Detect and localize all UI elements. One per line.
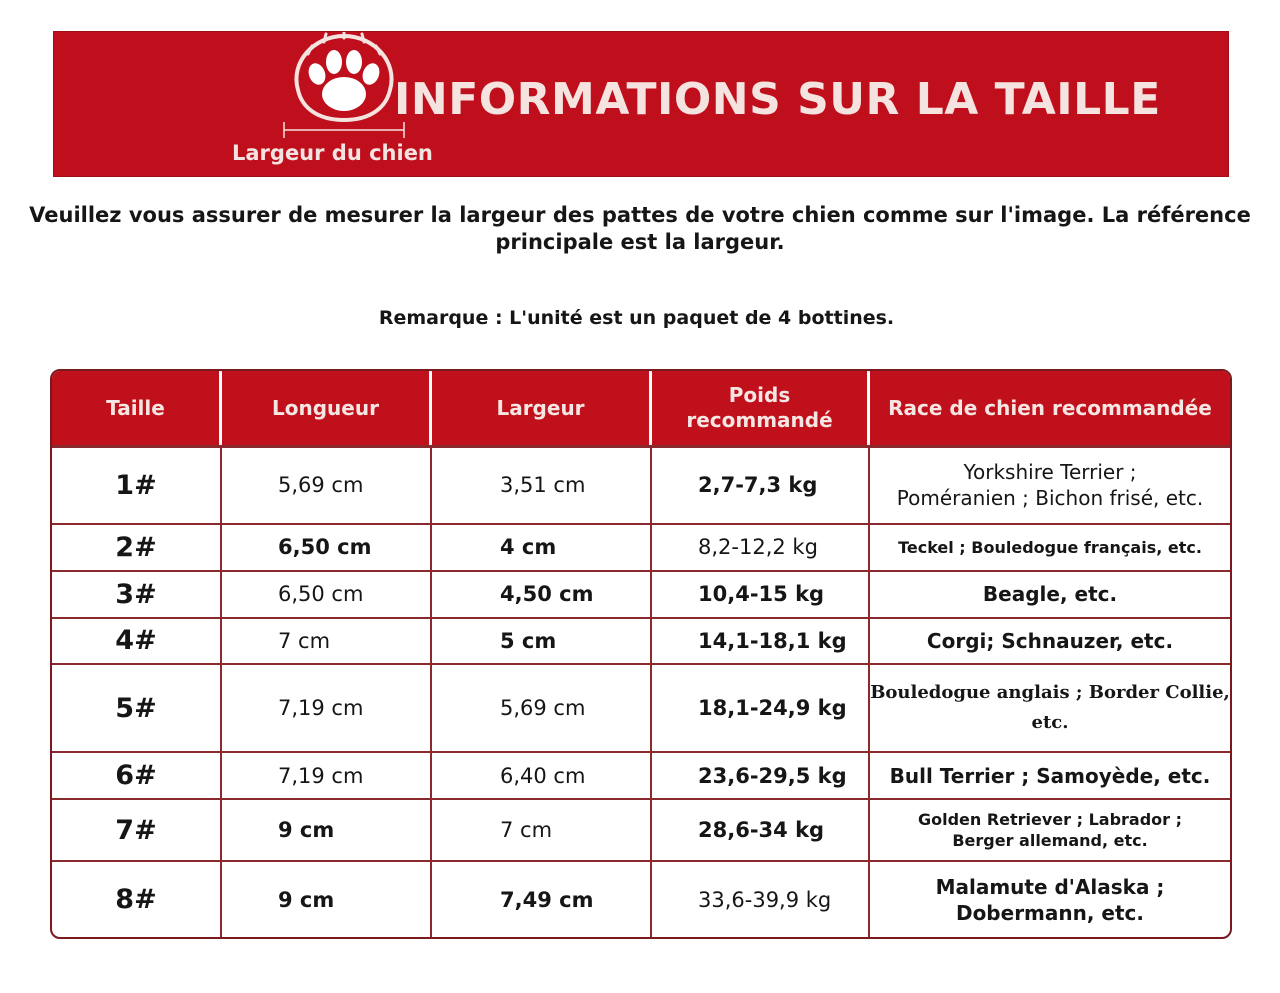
intro-line-1: Veuillez vous assurer de mesurer la largeur des pattes de votre chien comme sur l'image. La référence	[29, 203, 1251, 227]
race-line-1: Golden Retriever ; Labrador ;	[917, 810, 1183, 830]
cell-longueur: 6,50 cm	[222, 570, 432, 617]
banner-title: INFORMATIONS SUR LA TAILLE	[394, 74, 1161, 125]
cell-longueur: 6,50 cm	[222, 523, 432, 570]
cell-largeur: 6,40 cm	[432, 751, 652, 798]
table-row	[52, 617, 1230, 664]
cell-race	[870, 523, 1230, 570]
race-line-1: Corgi; Schnauzer, etc.	[926, 628, 1174, 653]
race-line-1: Bouledogue anglais ; Border Collie,	[870, 682, 1230, 704]
table-header-row	[52, 371, 1230, 445]
cell-taille: 2#	[52, 523, 222, 570]
cell-taille: 4#	[52, 617, 222, 664]
cell-longueur: 9 cm	[222, 860, 432, 937]
cell-taille: 7#	[52, 798, 222, 860]
banner-subtitle: Largeur du chien	[232, 141, 433, 165]
table-row	[52, 570, 1230, 617]
header-largeur: Largeur	[432, 371, 652, 445]
header-race: Race de chien recommandée	[870, 371, 1230, 445]
race-line-2: Dobermann, etc.	[955, 900, 1145, 925]
race-line-1: Beagle, etc.	[982, 582, 1118, 607]
header-longueur: Longueur	[222, 371, 432, 445]
header-poids	[652, 371, 870, 445]
cell-largeur: 7,49 cm	[432, 860, 652, 937]
note-text: Remarque : L'unité est un paquet de 4 bottines.	[378, 307, 895, 329]
cell-race	[870, 663, 1230, 751]
cell-race	[870, 751, 1230, 798]
table-row	[52, 860, 1230, 937]
cell-taille: 5#	[52, 663, 222, 751]
cell-poids: 8,2-12,2 kg	[652, 523, 870, 570]
cell-taille: 3#	[52, 570, 222, 617]
cell-largeur: 4,50 cm	[432, 570, 652, 617]
intro-line-2: principale est la largeur.	[495, 230, 785, 254]
cell-taille: 8#	[52, 860, 222, 937]
cell-poids: 10,4-15 kg	[652, 570, 870, 617]
cell-longueur: 9 cm	[222, 798, 432, 860]
paw-icon	[274, 32, 414, 142]
cell-longueur: 7,19 cm	[222, 751, 432, 798]
cell-largeur: 7 cm	[432, 798, 652, 860]
cell-race	[870, 860, 1230, 937]
cell-race	[870, 445, 1230, 523]
race-line-1: Malamute d'Alaska ;	[935, 874, 1165, 899]
cell-longueur: 5,69 cm	[222, 445, 432, 523]
table-row	[52, 663, 1230, 751]
cell-race	[870, 570, 1230, 617]
cell-taille: 6#	[52, 751, 222, 798]
race-line-2: etc.	[1031, 712, 1069, 734]
table-row	[52, 445, 1230, 523]
size-table	[50, 369, 1232, 939]
cell-race	[870, 617, 1230, 664]
cell-largeur: 4 cm	[432, 523, 652, 570]
header-banner	[53, 31, 1229, 177]
cell-taille: 1#	[52, 445, 222, 523]
cell-longueur: 7,19 cm	[222, 663, 432, 751]
cell-largeur: 5,69 cm	[432, 663, 652, 751]
table-row	[52, 798, 1230, 860]
table-row	[52, 523, 1230, 570]
cell-poids: 2,7-7,3 kg	[652, 445, 870, 523]
header-poids-line-2: recommandé	[686, 408, 833, 432]
race-line-2: Poméranien ; Bichon frisé, etc.	[896, 486, 1204, 511]
cell-race	[870, 798, 1230, 860]
cell-poids: 14,1-18,1 kg	[652, 617, 870, 664]
cell-poids: 33,6-39,9 kg	[652, 860, 870, 937]
cell-longueur: 7 cm	[222, 617, 432, 664]
table-row	[52, 751, 1230, 798]
race-line-2: Berger allemand, etc.	[952, 831, 1148, 851]
cell-poids: 23,6-29,5 kg	[652, 751, 870, 798]
cell-largeur: 3,51 cm	[432, 445, 652, 523]
cell-poids: 18,1-24,9 kg	[652, 663, 870, 751]
header-taille: Taille	[52, 371, 222, 445]
race-line-1: Yorkshire Terrier ;	[963, 460, 1137, 485]
intro-text	[20, 202, 1260, 256]
cell-largeur: 5 cm	[432, 617, 652, 664]
cell-poids: 28,6-34 kg	[652, 798, 870, 860]
header-poids-line-1: Poids	[728, 383, 791, 407]
race-line-1: Bull Terrier ; Samoyède, etc.	[889, 763, 1211, 788]
race-line-1: Teckel ; Bouledogue français, etc.	[898, 537, 1202, 557]
